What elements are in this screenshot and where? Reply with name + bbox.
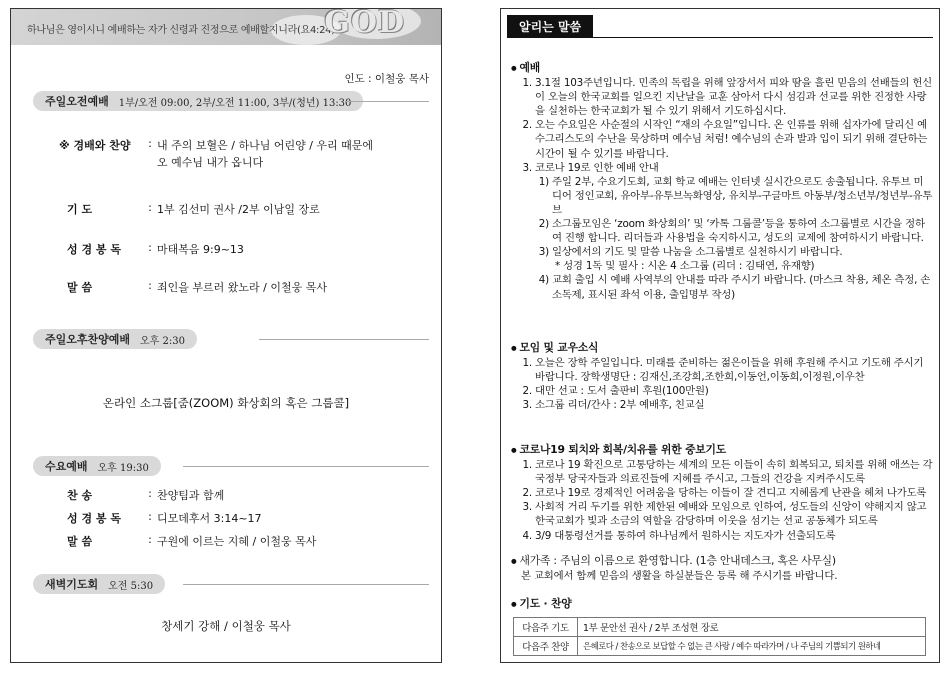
meetings-heading: ● 모임 및 교우소식 [511,341,933,356]
prayer-row: 기 도 : 1부 김선미 권사 /2부 이남일 장로 [67,201,320,216]
row-label: 기 도 [67,203,93,216]
row-value: 구원에 이르는 지혜 / 이철웅 목사 [157,535,317,548]
list-item: 1. 코로나 19 확진으로 고통당하는 세계의 모든 이들이 속히 회복되고, 퇴치를 위해 애쓰는 각국정부 당국자들과 의료진들에 지혜를 주시고, 그들의 건강을 지켜주시도록 [522,459,933,486]
list-item: 2. 대만 선교 : 도서 출판비 후원(100만원) [522,385,709,398]
announcements-panel [500,8,940,663]
divider-line [183,584,429,585]
worship-heading: ● 예배 [511,61,933,76]
sub-note: * 성경 1독 및 필사 : 시온 4 소그룹 (리더 : 김태연, 유재향) [555,260,815,273]
afternoon-service-header [33,329,197,349]
row-value: 디모데후서 3:14~17 [157,512,262,525]
wed-sermon-row: 말 씀 : 구원에 이르는 지혜 / 이철웅 목사 [67,533,317,548]
announcements-title: 알리는 말씀 [507,15,593,37]
sub-list-item: 4) 교회 출입 시 예배 사역부의 안내를 따라 주시기 바랍니다. (마스크 착용, 체온 측정, 손 소독제, 표시된 좌석 이용, 출입명부 작성) [538,274,931,301]
worship-section [511,61,933,302]
row-label: 성 경 봉 독 [67,243,121,256]
wednesday-service-title: 수요예배 [45,460,88,473]
table-cell-label: 다음주 기도 [514,618,578,637]
row-value: 죄인을 부르러 왔노라 / 이철웅 목사 [157,281,327,294]
row-value: 마태복음 9:9~13 [157,243,244,256]
list-item: 3. 사회적 거리 두기를 위한 제한된 예배와 모임으로 인하여, 성도들의 신앙이 약해지지 않고 한국교회가 빛과 소금의 역할을 감당하며 이웃을 섬기는 선교 공동체가 되도록 [522,501,927,528]
prayer-praise-section [511,597,933,612]
row-label: 말 씀 [67,281,93,294]
dawn-prayer-title: 새벽기도회 [45,578,99,591]
title-underline [507,37,933,38]
list-item: 2. 오는 수요일은 사순절의 시작인 “재의 수요일”입니다. 온 인류를 위해 십자가에 달리신 예수그리스도의 수난을 묵상하며 예수님 처럼! 예수님의 손과 발과 입이 되기 위해 결단하는 시간이 될 수 있기를 바랍니다. [522,119,928,160]
scripture-reading-row: 성 경 봉 독 : 마태복음 9:9~13 [67,241,244,256]
order-of-worship-panel [10,8,442,663]
list-item: 2. 코로나 19로 경제적인 어려움을 당하는 이들이 잘 견디고 지혜롭게 난관을 헤쳐 나가도록 [522,487,927,500]
row-value: 찬양팀과 함께 [157,489,225,502]
row-value: 1부 김선미 권사 /2부 이남일 장로 [157,203,320,216]
list-item: 1. 오늘은 장학 주일입니다. 미래를 준비하는 젊은이들을 위해 후원해 주시고 기도해 주시기 바랍니다. 장학생명단 : 김재신,조강희,조한희,이동언,이동희,이정원,이우찬 [522,357,924,384]
dawn-prayer-time: 오전 5:30 [108,580,154,592]
sub-list-item: 1) 주일 2부, 수요기도회, 교회 학교 예배는 인터넷 실시간으로도 송출됩니다. 유투브 미디어 정인교회, 유아부-유투브녹화영상, 유치부-구글마트 아동부/청소년부/청년부-유투브 [538,175,933,216]
afternoon-service-time: 오후 2:30 [140,335,185,347]
list-item: 1. 3.1절 103주년입니다. 민족의 독립을 위해 앞장서서 피와 땀을 흘린 믿음의 선배들의 헌신이 오늘의 한국교회를 일으킨 지난날을 교훈 삼아서 다시 섬김과 선교를 위한 진정한 사랑을 실천하는 한국교회가 될 수 있기 위해서 기도하십시다. [522,77,933,118]
row-label: 성 경 봉 독 [67,512,121,525]
wednesday-service-header [33,456,161,476]
corona-prayer-section [511,443,933,543]
sub-list-item: 3) 일상에서의 기도 및 말씀 나눔을 소그룹별로 실천하시기 바랍니다. [538,246,843,259]
corona-prayer-heading: ● 코로나19 퇴치와 회복/치유를 위한 중보기도 [511,443,933,458]
banner-scripture-text: 하나님은 영이시니 예배하는 자가 신령과 진정으로 예배할지니라(요4:24) [27,25,335,36]
hymn-row: 찬 송 : 찬양팀과 함께 [67,487,225,502]
prayer-praise-table [513,617,926,656]
table-cell-value: 은혜로다 / 찬송으로 보답할 수 없는 큰 사랑 / 예수 따라가며 / 나 주님의 기쁨되기 원하네 [578,637,926,656]
morning-service-time: 1부/오전 09:00, 2부/오전 11:00, 3부/(청년) 13:30 [118,97,352,109]
god-logo: GOD [324,9,405,40]
worship-leader: 인도 : 이철웅 목사 [344,73,429,85]
row-label: 찬 송 [67,489,93,502]
row-value: 내 주의 보혈은 / 하나님 어린양 / 우리 때문에 오 예수님 내가 옵니다 [157,139,374,169]
wed-scripture-row: 성 경 봉 독 : 디모데후서 3:14~17 [67,510,262,525]
morning-service-title: 주일오전예배 [45,95,109,108]
newcomer-text: 본 교회에서 함께 믿음의 생활을 하실분들은 등록 해 주시기를 바랍니다. [521,570,838,583]
sermon-row: 말 씀 : 죄인을 부르러 왔노라 / 이철웅 목사 [67,279,327,294]
list-item: 3. 소그룹 리더/간사 : 2부 예배후, 친교실 [522,399,705,412]
morning-service-header [33,91,363,111]
row-label: ※ 경배와 찬양 [59,139,131,152]
newcomer-section [511,554,933,583]
wednesday-service-time: 오후 19:30 [97,462,149,474]
divider-line [345,101,429,102]
list-item: 4. 3/9 대통령선거를 통하여 하나님께서 원하시는 지도자가 선출되도록 [522,529,836,542]
dawn-prayer-header [33,574,165,594]
dawn-prayer-text: 창세기 강해 / 이철웅 목사 [161,619,291,633]
divider-line [183,466,429,467]
newcomer-heading: ● 새가족 : 주님의 이름으로 환영합니다. (1층 안내데스크, 혹은 사무실) [511,554,933,569]
table-row [514,637,926,656]
table-cell-label: 다음주 찬양 [514,637,578,656]
worship-praise-row: ※ 경배와 찬양 : 내 주의 보혈은 / 하나님 어린양 / 우리 때문에 오 예수님 내가 옵니다 [59,137,374,169]
meetings-section [511,341,933,412]
table-row [514,618,926,637]
prayer-praise-heading: ● 기도 · 찬양 [511,597,933,612]
row-label: 말 씀 [67,535,93,548]
divider-line [259,339,429,340]
table-cell-value: 1부 문안선 권사 / 2부 조성현 장로 [578,618,926,637]
afternoon-service-title: 주일오후찬양예배 [45,333,131,346]
sub-list-item: 2) 소그룹모임은 ‘zoom 화상회의’ 및 ‘카톡 그룹콜’등을 통하여 소그룹별로 시간을 정하여 진행 합니다. 리더들과 사용법을 숙지하시고, 성도의 교제에 참여하시기 바랍니다. [538,218,925,245]
scripture-banner [11,9,441,45]
afternoon-service-text: 온라인 소그룹[줌(ZOOM) 화상회의 혹은 그룹콜] [102,396,350,410]
list-item: 3. 코로나 19로 인한 예배 안내 [522,161,659,174]
